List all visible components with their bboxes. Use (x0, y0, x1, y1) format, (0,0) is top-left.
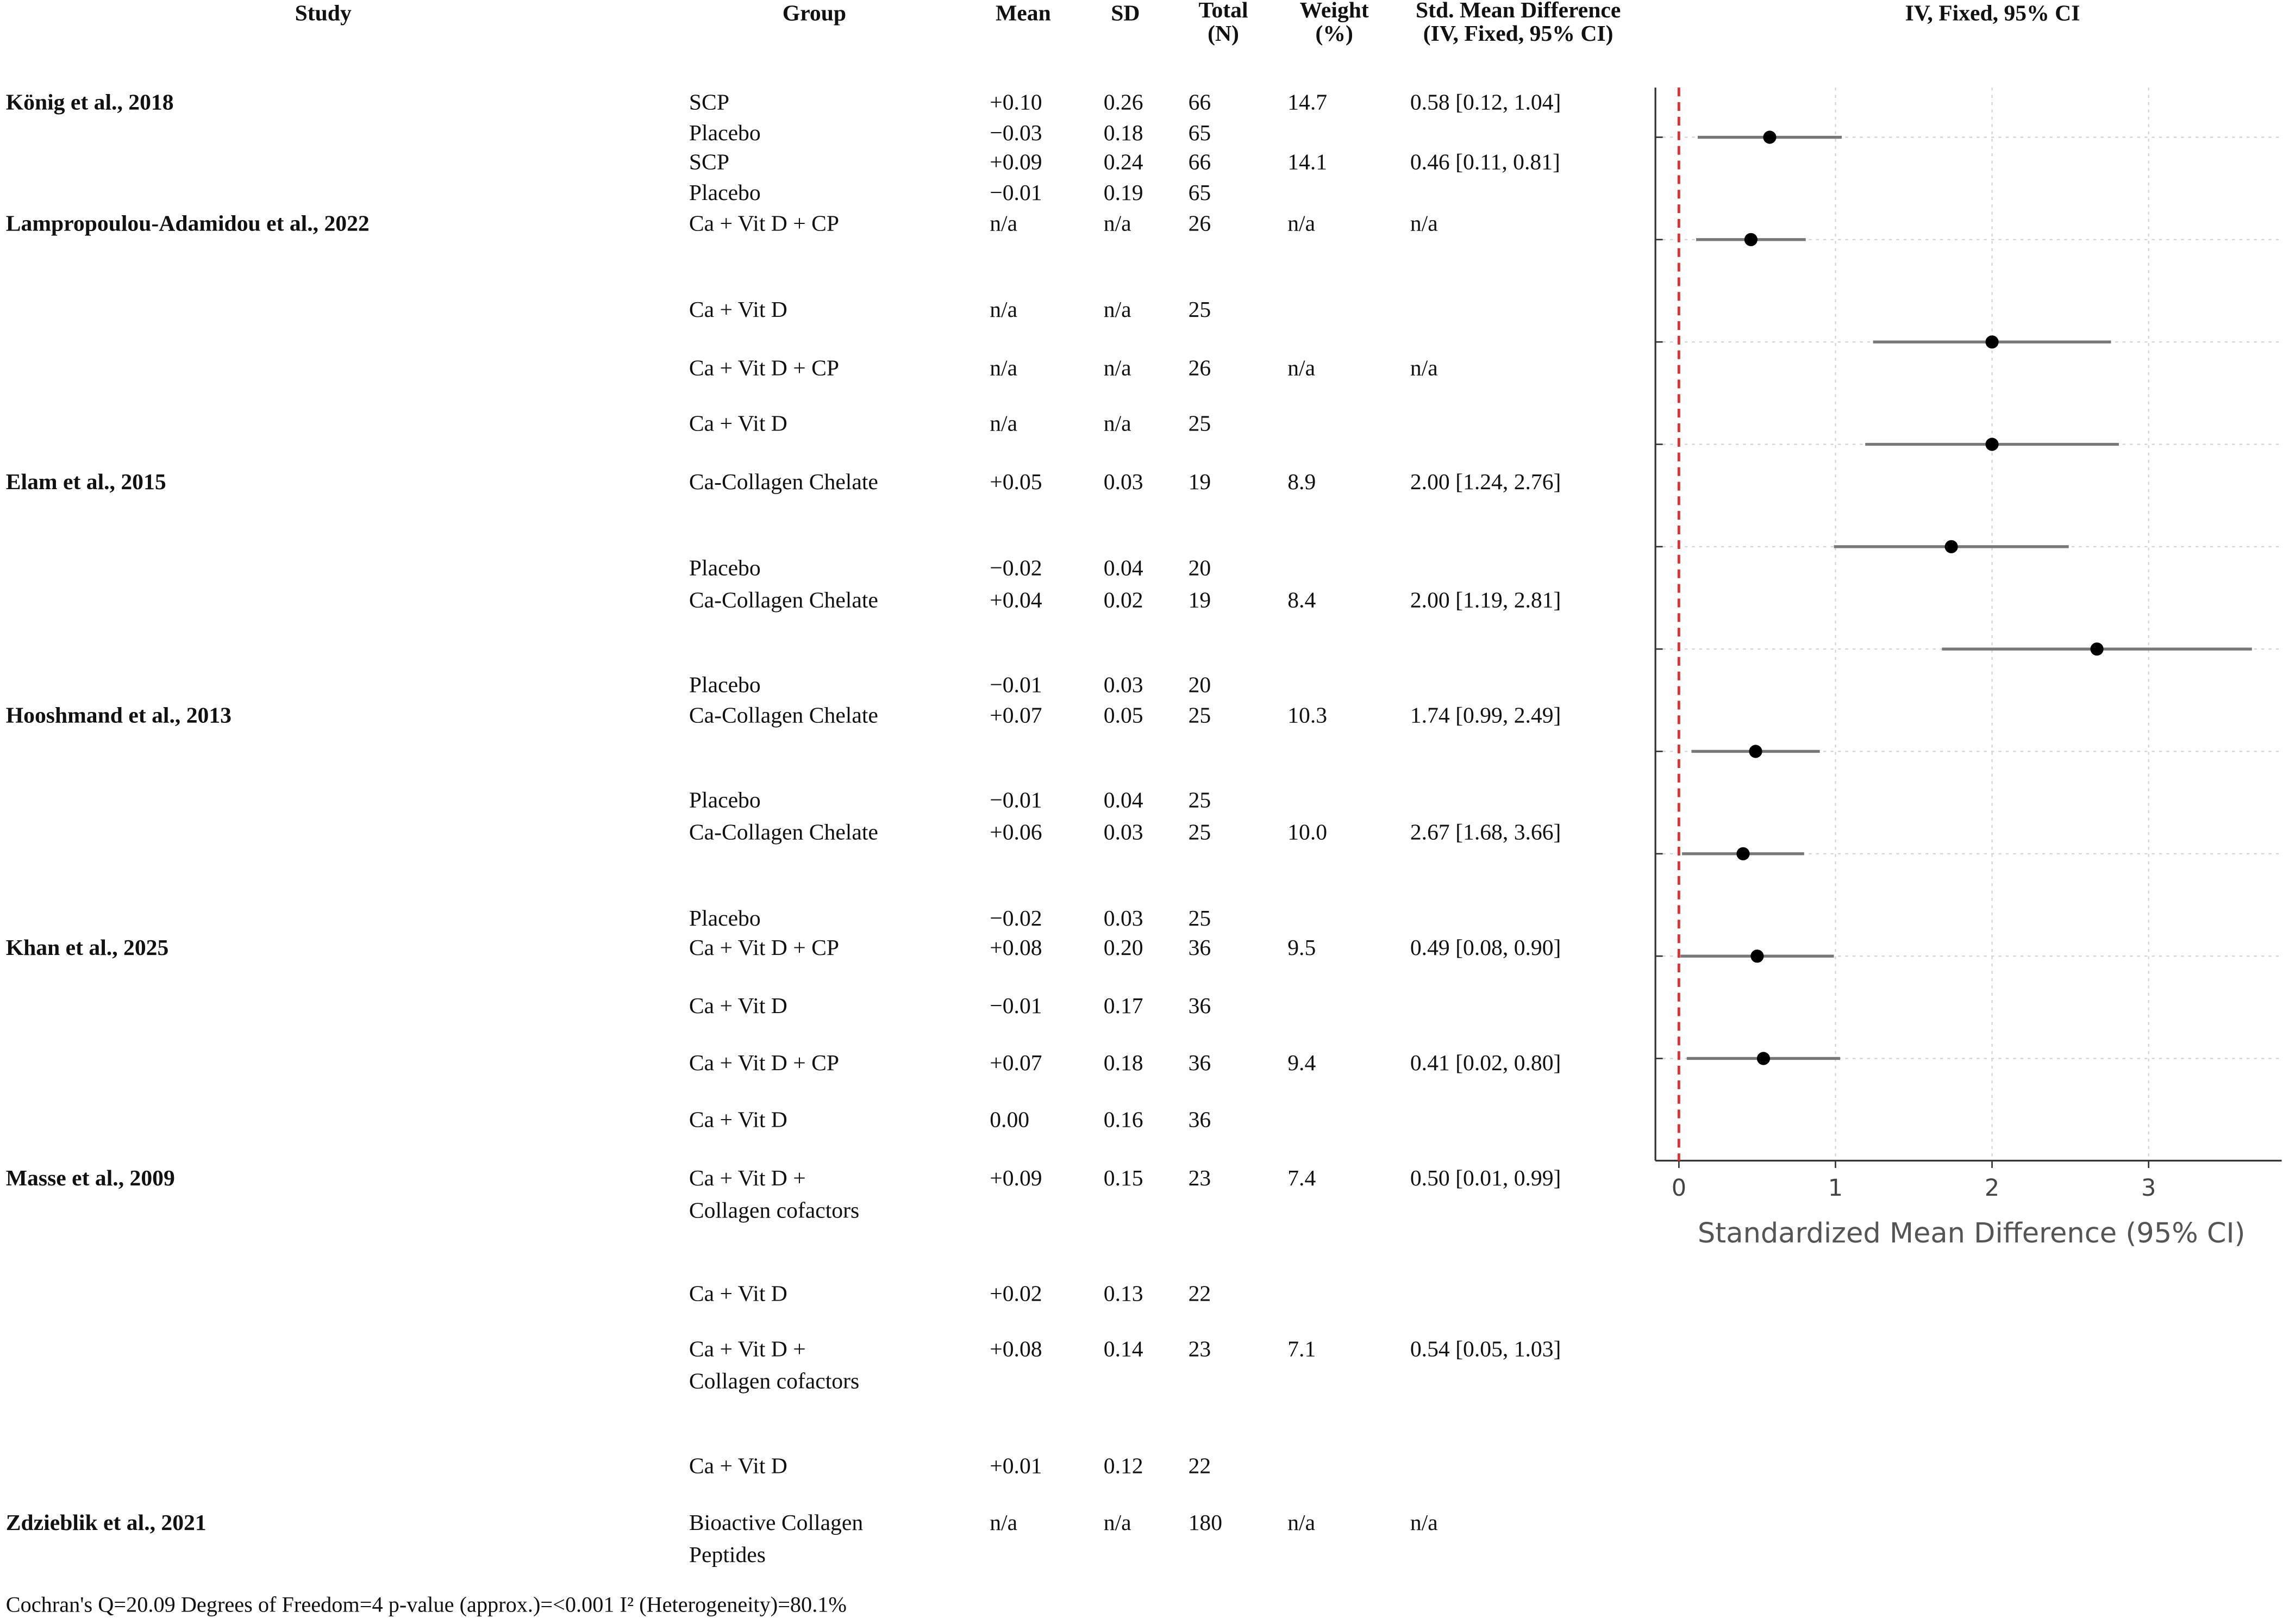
group-cell: Ca + Vit D (689, 411, 787, 437)
group-cell: Ca + Vit D (689, 994, 787, 1019)
x-tick-label: 2 (1984, 1174, 2000, 1202)
point-estimate (1744, 233, 1758, 246)
total-cell: 25 (1188, 820, 1211, 846)
group-cell: SCP (689, 150, 730, 176)
weight-cell: 9.4 (1287, 1051, 1316, 1076)
group-cell: Ca + Vit D + (689, 1166, 806, 1191)
group-cell: Ca + Vit D + CP (689, 1051, 840, 1076)
sd-cell: 0.05 (1103, 703, 1143, 729)
total-cell: 23 (1188, 1166, 1211, 1191)
smd-cell: 0.54 [0.05, 1.03] (1410, 1337, 1561, 1363)
total-cell: 180 (1188, 1511, 1223, 1536)
group-cell: Ca + Vit D (689, 297, 787, 323)
sd-cell: 0.02 (1103, 588, 1143, 614)
group-cell: Ca + Vit D (689, 1108, 787, 1133)
total-cell: 22 (1188, 1282, 1211, 1307)
weight-cell: n/a (1287, 356, 1316, 382)
group-cell: Ca + Vit D (689, 1282, 787, 1307)
total-cell: 26 (1188, 356, 1211, 382)
smd-cell: 2.00 [1.24, 2.76] (1410, 470, 1561, 495)
group-cell: Ca-Collagen Chelate (689, 820, 878, 846)
total-cell: 20 (1188, 673, 1211, 698)
smd-cell: 0.50 [0.01, 0.99] (1410, 1166, 1561, 1191)
point-estimate (1945, 540, 1958, 553)
point-estimate (1763, 130, 1776, 143)
smd-cell: n/a (1410, 1511, 1438, 1536)
sd-cell: 0.04 (1103, 556, 1143, 582)
weight-cell: 8.4 (1287, 588, 1316, 614)
total-cell: 25 (1188, 788, 1211, 814)
header-total: Total (N) (1198, 0, 1248, 47)
mean-cell: +0.02 (990, 1282, 1042, 1307)
mean-cell: +0.01 (990, 1454, 1042, 1479)
weight-cell: n/a (1287, 211, 1316, 237)
total-cell: 25 (1188, 297, 1211, 323)
total-cell: 26 (1188, 211, 1211, 237)
total-cell: 36 (1188, 1108, 1211, 1133)
sd-cell: 0.03 (1103, 907, 1143, 932)
sd-cell: 0.15 (1103, 1166, 1143, 1191)
sd-cell: 0.24 (1103, 150, 1143, 176)
x-axis-label: Standardized Mean Difference (95% CI) (1697, 1217, 2246, 1250)
study-name: Lampropoulou-Adamidou et al., 2022 (5, 211, 370, 237)
group-cell-line2: Collagen cofactors (689, 1369, 860, 1395)
point-estimate (1736, 847, 1749, 860)
total-cell: 19 (1188, 588, 1211, 614)
group-cell: Placebo (689, 181, 761, 206)
header-plot: IV, Fixed, 95% CI (1905, 1, 2080, 27)
mean-cell: +0.07 (990, 703, 1042, 729)
mean-cell: −0.01 (990, 181, 1042, 206)
mean-cell: −0.03 (990, 121, 1042, 146)
smd-cell: 0.49 [0.08, 0.90] (1410, 935, 1561, 961)
weight-cell: 10.0 (1287, 820, 1328, 846)
mean-cell: +0.10 (990, 90, 1042, 116)
mean-cell: n/a (990, 297, 1018, 323)
mean-cell: −0.02 (990, 556, 1042, 582)
mean-cell: +0.05 (990, 470, 1042, 495)
group-cell: Ca-Collagen Chelate (689, 588, 878, 614)
study-name: König et al., 2018 (5, 90, 174, 116)
point-estimate (2090, 642, 2103, 655)
point-estimate (1749, 745, 1762, 758)
study-name: Masse et al., 2009 (5, 1166, 175, 1191)
total-cell: 65 (1188, 121, 1211, 146)
mean-cell: +0.04 (990, 588, 1042, 614)
weight-cell: 14.1 (1287, 150, 1328, 176)
sd-cell: n/a (1103, 211, 1131, 237)
weight-cell: 14.7 (1287, 90, 1328, 116)
group-cell: Placebo (689, 907, 761, 932)
forest-plot (1647, 73, 2289, 1270)
x-tick-label: 0 (1671, 1174, 1687, 1202)
group-cell: SCP (689, 90, 730, 116)
weight-cell: 7.4 (1287, 1166, 1316, 1191)
weight-cell: 9.5 (1287, 935, 1316, 961)
group-cell: Ca + Vit D + (689, 1337, 806, 1363)
sd-cell: 0.18 (1103, 121, 1143, 146)
mean-cell: −0.02 (990, 907, 1042, 932)
total-cell: 22 (1188, 1454, 1211, 1479)
sd-cell: 0.12 (1103, 1454, 1143, 1479)
sd-cell: 0.18 (1103, 1051, 1143, 1076)
point-estimate (1757, 1052, 1770, 1065)
total-cell: 36 (1188, 1051, 1211, 1076)
header-study: Study (295, 1, 352, 27)
smd-cell: 1.74 [0.99, 2.49] (1410, 703, 1561, 729)
sd-cell: 0.17 (1103, 994, 1143, 1019)
sd-cell: 0.14 (1103, 1337, 1143, 1363)
total-cell: 66 (1188, 150, 1211, 176)
group-cell: Ca + Vit D + CP (689, 356, 840, 382)
x-tick-label: 3 (2141, 1174, 2156, 1202)
total-cell: 36 (1188, 994, 1211, 1019)
group-cell-line2: Collagen cofactors (689, 1198, 860, 1224)
group-cell: Placebo (689, 121, 761, 146)
total-cell: 66 (1188, 90, 1211, 116)
mean-cell: n/a (990, 211, 1018, 237)
sd-cell: 0.03 (1103, 470, 1143, 495)
total-cell: 25 (1188, 411, 1211, 437)
mean-cell: +0.06 (990, 820, 1042, 846)
total-cell: 23 (1188, 1337, 1211, 1363)
group-cell-line2: Peptides (689, 1543, 766, 1568)
x-tick-label: 1 (1828, 1174, 1843, 1202)
sd-cell: 0.03 (1103, 673, 1143, 698)
group-cell: Ca + Vit D (689, 1454, 787, 1479)
group-cell: Placebo (689, 788, 761, 814)
sd-cell: 0.04 (1103, 788, 1143, 814)
mean-cell: n/a (990, 356, 1018, 382)
group-cell: Placebo (689, 556, 761, 582)
mean-cell: −0.01 (990, 788, 1042, 814)
smd-cell: 0.41 [0.02, 0.80] (1410, 1051, 1561, 1076)
sd-cell: 0.13 (1103, 1282, 1143, 1307)
group-cell: Bioactive Collagen (689, 1511, 864, 1536)
header-mean: Mean (995, 1, 1051, 27)
weight-cell: 8.9 (1287, 470, 1316, 495)
group-cell: Ca + Vit D + CP (689, 211, 840, 237)
mean-cell: +0.08 (990, 935, 1042, 961)
smd-cell: 2.67 [1.68, 3.66] (1410, 820, 1561, 846)
mean-cell: −0.01 (990, 673, 1042, 698)
mean-cell: −0.01 (990, 994, 1042, 1019)
study-name: Elam et al., 2015 (5, 470, 166, 495)
mean-cell: 0.00 (990, 1108, 1030, 1133)
total-cell: 65 (1188, 181, 1211, 206)
group-cell: Ca + Vit D + CP (689, 935, 840, 961)
mean-cell: +0.08 (990, 1337, 1042, 1363)
point-estimate (1985, 335, 1998, 348)
smd-cell: 0.58 [0.12, 1.04] (1410, 90, 1561, 116)
sd-cell: n/a (1103, 411, 1131, 437)
weight-cell: n/a (1287, 1511, 1316, 1536)
sd-cell: 0.26 (1103, 90, 1143, 116)
mean-cell: +0.07 (990, 1051, 1042, 1076)
header-group: Group (782, 1, 847, 27)
total-cell: 20 (1188, 556, 1211, 582)
study-name: Hooshmand et al., 2013 (5, 703, 232, 729)
group-cell: Placebo (689, 673, 761, 698)
smd-cell: n/a (1410, 211, 1438, 237)
point-estimate (1750, 950, 1763, 963)
sd-cell: 0.16 (1103, 1108, 1143, 1133)
smd-cell: n/a (1410, 356, 1438, 382)
group-cell: Ca-Collagen Chelate (689, 470, 878, 495)
smd-cell: 2.00 [1.19, 2.81] (1410, 588, 1561, 614)
mean-cell: +0.09 (990, 1166, 1042, 1191)
total-cell: 19 (1188, 470, 1211, 495)
study-name: Zdzieblik et al., 2021 (5, 1511, 207, 1536)
sd-cell: 0.19 (1103, 181, 1143, 206)
heterogeneity-footer: Cochran's Q=20.09 Degrees of Freedom=4 p-value (approx.)=<0.001 I² (Heterogeneity)=80.1% (5, 1594, 847, 1618)
mean-cell: n/a (990, 1511, 1018, 1536)
sd-cell: 0.20 (1103, 935, 1143, 961)
header-smd: Std. Mean Difference (IV, Fixed, 95% CI) (1415, 0, 1621, 47)
group-cell: Ca-Collagen Chelate (689, 703, 878, 729)
total-cell: 25 (1188, 907, 1211, 932)
weight-cell: 10.3 (1287, 703, 1328, 729)
weight-cell: 7.1 (1287, 1337, 1316, 1363)
sd-cell: 0.03 (1103, 820, 1143, 846)
sd-cell: n/a (1103, 1511, 1131, 1536)
mean-cell: n/a (990, 411, 1018, 437)
header-sd: SD (1111, 1, 1140, 27)
total-cell: 36 (1188, 935, 1211, 961)
mean-cell: +0.09 (990, 150, 1042, 176)
total-cell: 25 (1188, 703, 1211, 729)
sd-cell: n/a (1103, 297, 1131, 323)
point-estimate (1985, 438, 1998, 451)
study-name: Khan et al., 2025 (5, 935, 169, 961)
smd-cell: 0.46 [0.11, 0.81] (1410, 150, 1560, 176)
header-weight: Weight (%) (1299, 0, 1369, 47)
sd-cell: n/a (1103, 356, 1131, 382)
